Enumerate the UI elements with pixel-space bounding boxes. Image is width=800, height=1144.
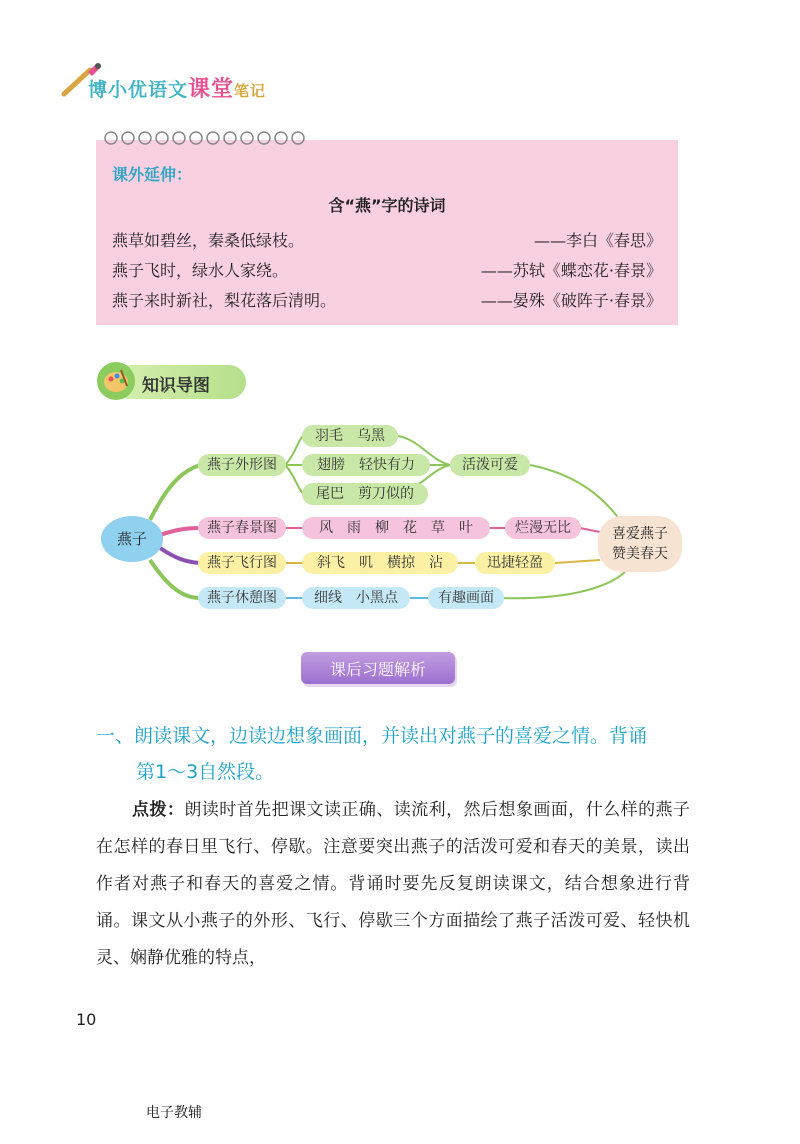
question-line: 一、朗读课文，边读边想象画面，并读出对燕子的喜爱之情。背诵 [96, 725, 648, 747]
answer-paragraph [96, 792, 690, 977]
mindmap-branch: 燕子休憩图 [198, 587, 286, 609]
poem-source: ——苏轼《蝶恋花·春景》 [480, 261, 662, 280]
question-text [96, 718, 696, 790]
mindmap-branch: 燕子春景图 [198, 517, 286, 539]
poem-source: ——李白《春思》 [533, 231, 662, 250]
brand-title-part1: 博小优语文 [88, 79, 189, 101]
brand-title-part3: 笔记 [234, 82, 267, 100]
question-line: 第1～3自然段。 [136, 761, 275, 783]
poem-text: 燕草如碧丝，秦桑低绿枝。 [112, 231, 305, 250]
summary-line: 喜爱燕子 [612, 526, 668, 542]
summary-line: 赞美春天 [612, 546, 668, 562]
section-title: 知识导图 [142, 376, 210, 396]
poem-text: 燕子来时新社，梨花落后清明。 [112, 291, 337, 310]
mindmap-branch: 燕子外形图 [198, 454, 286, 476]
mindmap-result: 迅捷轻盈 [475, 552, 555, 574]
mindmap-item: 羽毛 乌黑 [302, 425, 398, 447]
poem-source: ——晏殊《破阵子·春景》 [480, 291, 662, 310]
mindmap-summary [598, 516, 682, 572]
footer-text: 电子教辅 [146, 1105, 202, 1121]
mindmap-result: 活泼可爱 [450, 454, 530, 476]
mindmap-branch: 燕子飞行图 [198, 552, 286, 574]
brand-title-part2: 课堂 [188, 77, 235, 102]
mindmap-item: 斜飞 叽 横掠 沾 [302, 552, 458, 574]
mindmap-item: 风 雨 柳 花 草 叶 [302, 517, 490, 539]
answer-label: 点拨： [132, 800, 185, 820]
extension-title: 含“燕”字的诗词 [328, 196, 446, 215]
mindmap-result: 有趣画面 [428, 587, 504, 609]
poem-text: 燕子飞时，绿水人家绕。 [112, 261, 289, 280]
exercise-tag-label: 课后习题解析 [329, 660, 426, 679]
mindmap-item: 细线 小黑点 [302, 587, 410, 609]
answer-text: 朗读时首先把课文读正确、读流利，然后想象画面，什么样的燕子在怎样的春日里飞行、停歇。注意要突出燕子的活泼可爱和春天的美景，读出作者对燕子和春天的喜爱之情。背诵时要先反复朗读课文，结合想象进行背诵。课文从小燕子的外形、飞行、停歇三个方面描绘了燕子活泼可爱、轻快机灵、娴静优雅的特点， [96, 800, 691, 968]
mindmap-center: 燕子 [101, 516, 163, 562]
extension-label: 课外延伸： [112, 165, 193, 184]
page-number: 10 [76, 1010, 97, 1029]
mindmap-result: 烂漫无比 [505, 517, 581, 539]
mindmap-item: 翅膀 轻快有力 [302, 454, 430, 476]
mindmap-item: 尾巴 剪刀似的 [302, 483, 428, 505]
